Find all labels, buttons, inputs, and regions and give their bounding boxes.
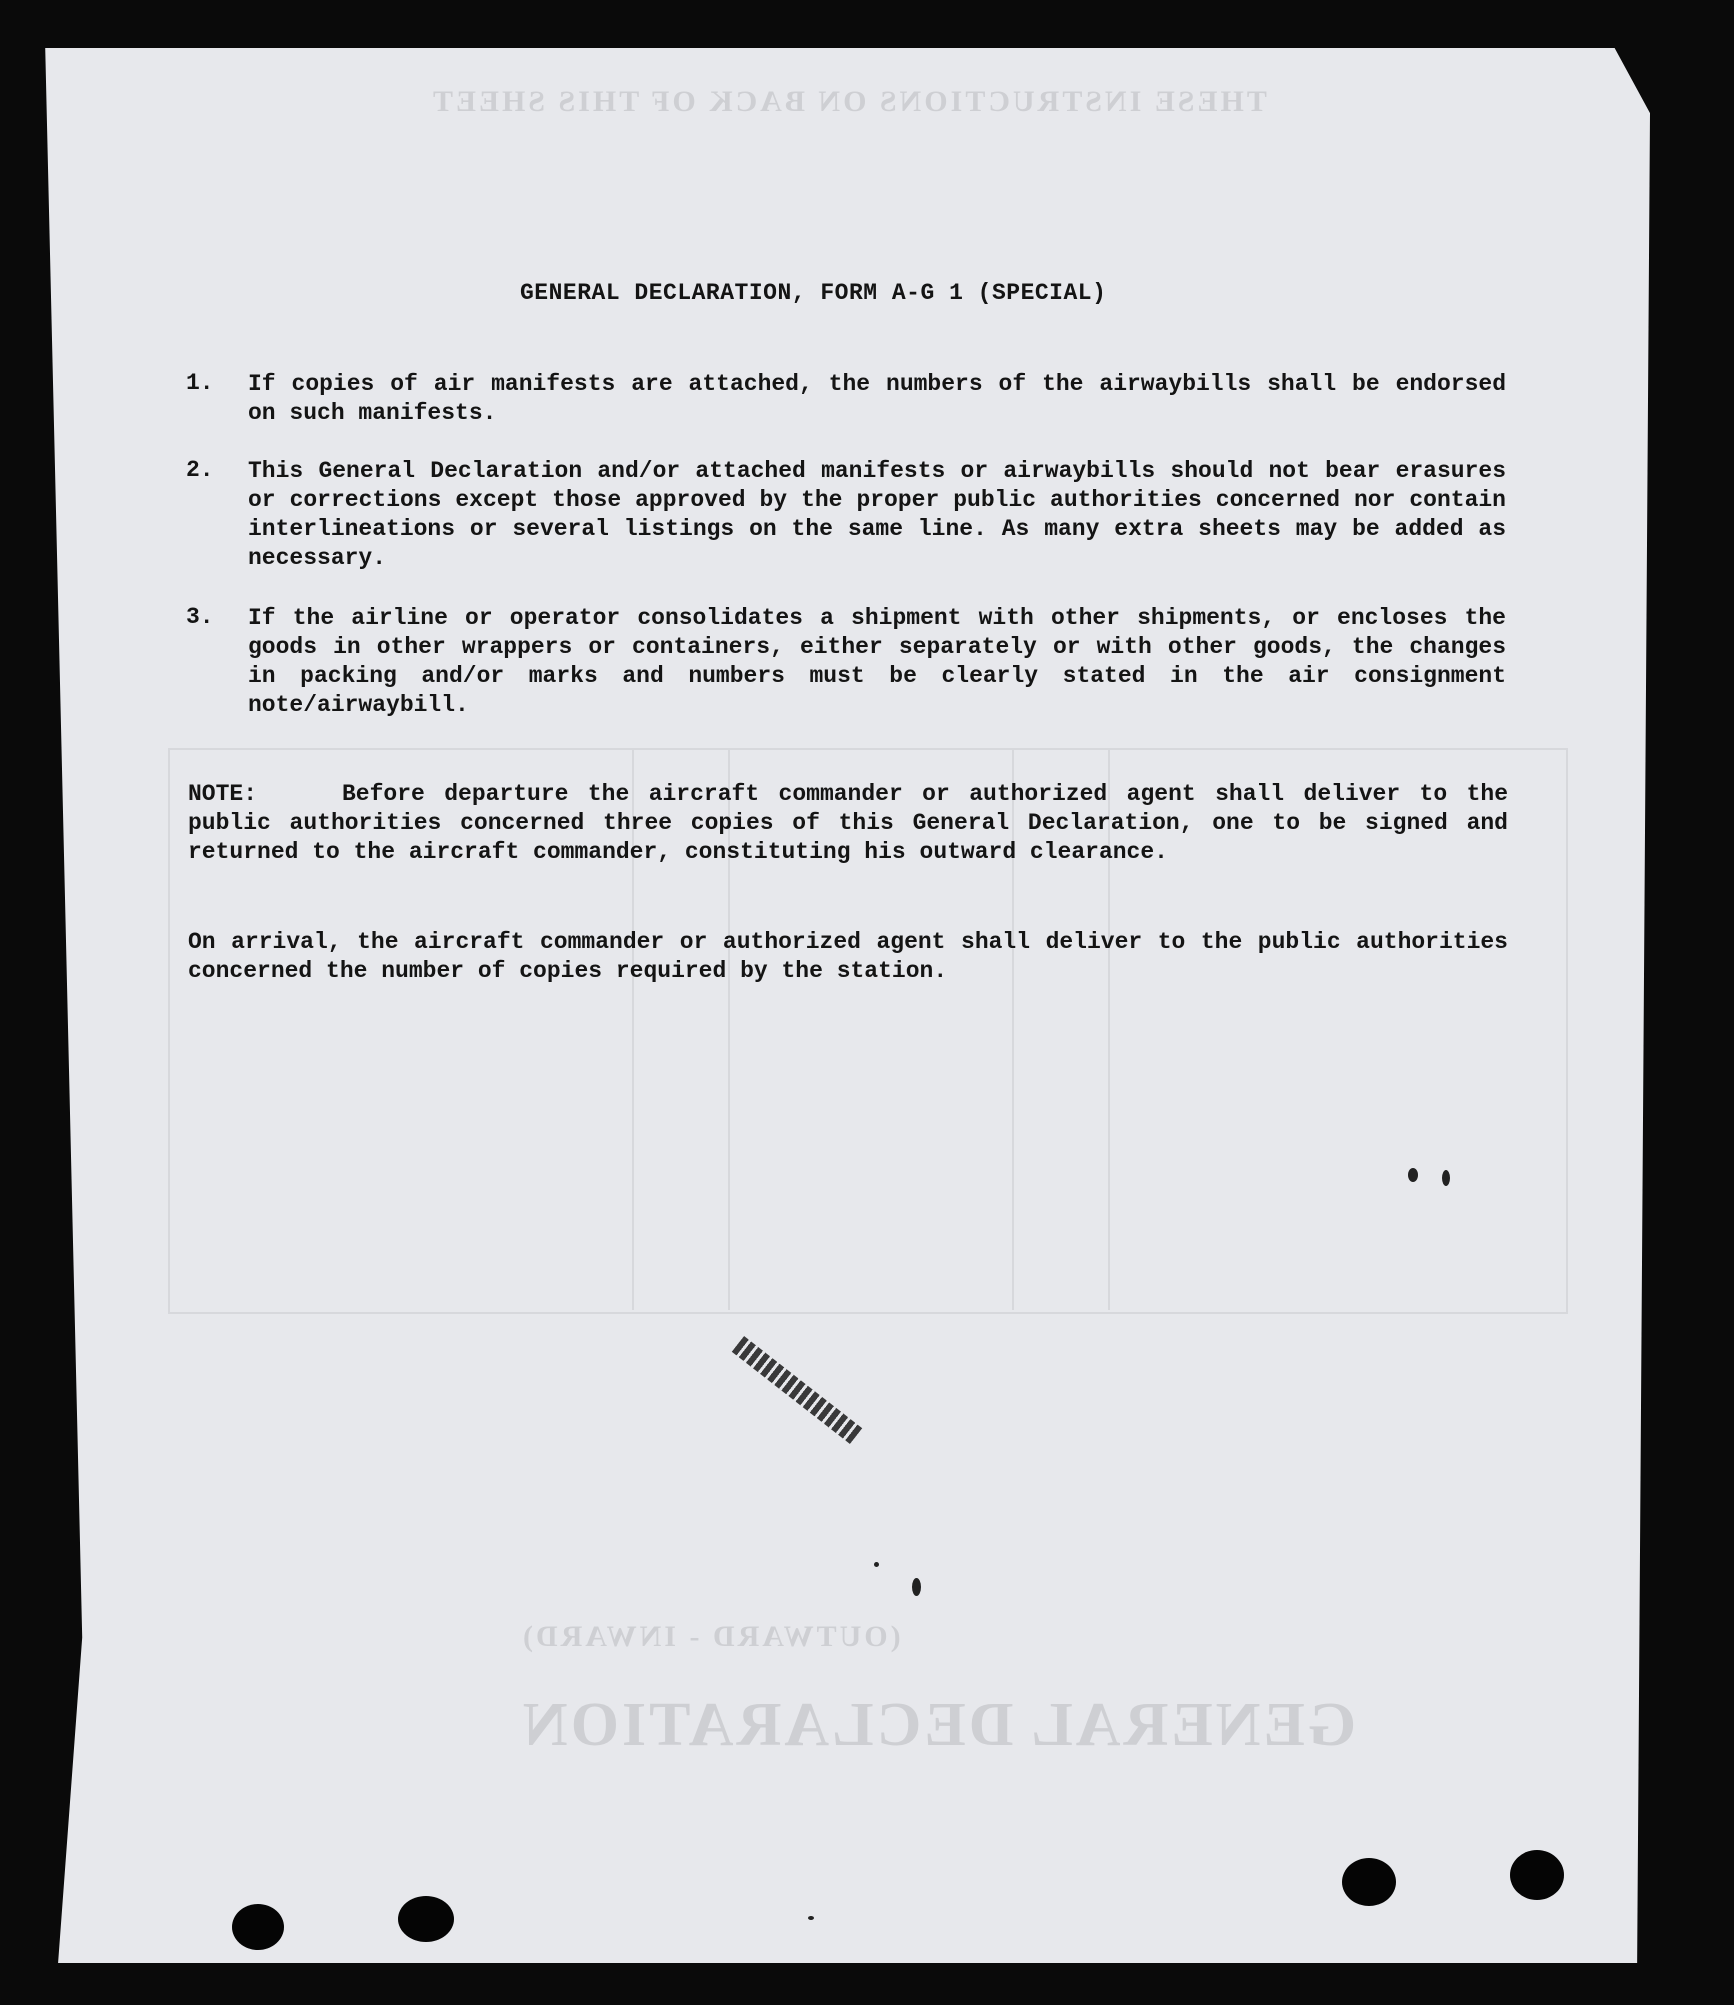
punch-hole [1510, 1850, 1564, 1900]
show-through-text-top: THESE INSTRUCTIONS ON BACK OF THIS SHEET [430, 85, 1267, 118]
item-text: If copies of air manifests are attached, the numbers of the airwaybills shall be endorsed on such manifests. [248, 371, 1506, 426]
instruction-item [186, 370, 1506, 428]
punch-hole [1342, 1858, 1396, 1906]
note-text: Before departure the aircraft commander or authorized agent shall deliver to the public authorities concerned three copies of this General Declaration, one to be signed and returned to the aircraft commander, constituting his outward clearance. [188, 781, 1508, 865]
instruction-item [186, 457, 1506, 573]
ink-speck [808, 1916, 814, 1920]
show-through-text-bottom-small: (OUTWARD - INWARD) [520, 1620, 901, 1653]
item-text: If the airline or operator consolidates a shipment with other shipments, or encloses the goods in other wrappers or containers, either separately or with other goods, the changes in packing and/or marks and numbers must be clearly stated in the air consignment note/airwaybill. [248, 605, 1506, 718]
punch-hole [232, 1904, 284, 1950]
instruction-item [186, 604, 1506, 720]
ink-speck [912, 1578, 921, 1596]
ink-speck [1442, 1170, 1450, 1186]
item-number: 1. [186, 370, 214, 396]
item-text: This General Declaration and/or attached manifests or airwaybills should not bear erasures or corrections except those approved by the proper public authorities concerned nor contain interlineations or several listings on the same line. As many extra sheets may be added as necessary. [248, 458, 1506, 571]
show-through-text-bottom-large: GENERAL DECLARATION [520, 1691, 1357, 1759]
ink-speck [874, 1562, 879, 1567]
punch-hole [398, 1896, 454, 1942]
arrival-paragraph: On arrival, the aircraft commander or authorized agent shall deliver to the public authorities concerned the number of copies required by the station. [188, 929, 1508, 984]
item-number: 2. [186, 457, 214, 483]
document-title: GENERAL DECLARATION, FORM A-G 1 (SPECIAL) [520, 280, 1107, 306]
ink-speck [1408, 1168, 1418, 1182]
note-label: NOTE: [188, 781, 258, 807]
item-number: 3. [186, 604, 214, 630]
note-paragraph [188, 780, 1508, 867]
